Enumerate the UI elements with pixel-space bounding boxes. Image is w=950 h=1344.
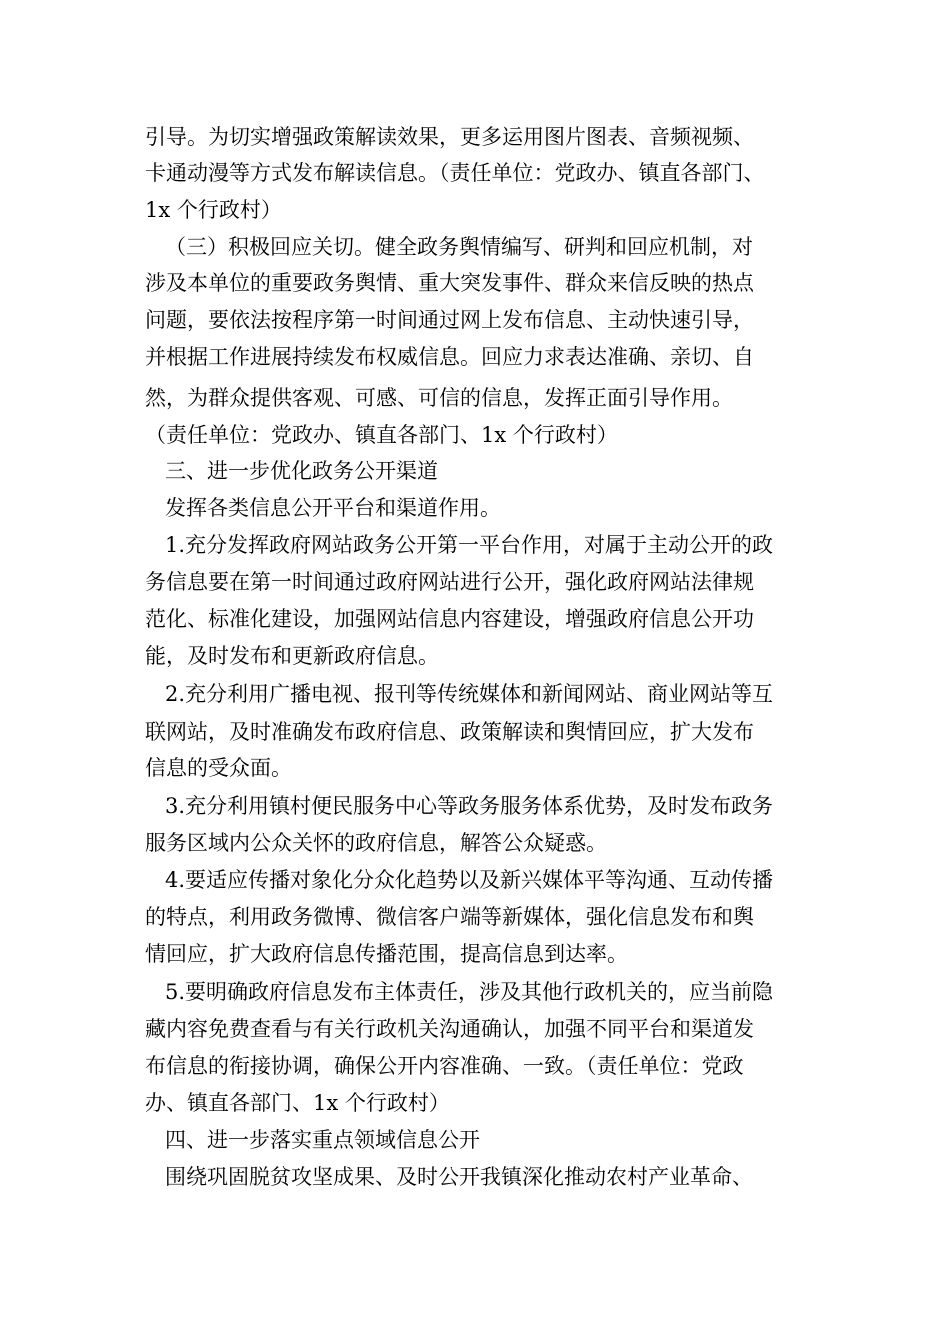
text-line: 涉及本单位的重要政务舆情、重大突发事件、群众来信反映的热点 [145,271,754,295]
text-line: 联网站，及时准确发布政府信息、政策解读和舆情回应，扩大发布 [145,720,754,744]
text-line: 藏内容免费查看与有关行政机关沟通确认，加强不同平台和渠道发 [145,1017,754,1041]
text-line: 发挥各类信息公开平台和渠道作用。 [165,496,501,520]
text-line: 2.充分利用广播电视、报刊等传统媒体和新闻网站、商业网站等互 [165,682,774,706]
text-line: 1x 个行政村） [145,198,282,222]
text-line: 引导。为切实增强政策解读效果，更多运用图片图表、音频视频、 [145,125,754,149]
text-line: 的特点，利用政务微博、微信客户端等新媒体，强化信息发布和舆 [145,905,754,929]
text-line: 范化、标准化建设，加强网站信息内容建设，增强政府信息公开功 [145,607,754,631]
text-line: 情回应，扩大政府信息传播范围，提高信息到达率。 [145,942,628,966]
text-line: 能，及时发布和更新政府信息。 [145,644,439,668]
text-line: （三）积极回应关切。健全政务舆情编写、研判和回应机制，对 [165,235,753,259]
text-line: 布信息的衔接协调，确保公开内容准确、一致。（责任单位：党政 [145,1054,744,1078]
text-line: 然，为群众提供客观、可感、可信的信息，发挥正面引导作用。 [145,386,733,410]
text-line: 办、镇直各部门、1x 个行政村） [145,1091,450,1115]
text-line: 4.要适应传播对象化分众化趋势以及新兴媒体平等沟通、互动传播 [165,868,774,892]
section-heading: 三、进一步优化政务公开渠道 [165,459,438,483]
text-line: 务信息要在第一时间通过政府网站进行公开，强化政府网站法律规 [145,570,754,594]
text-line: 服务区域内公众关怀的政府信息，解答公众疑惑。 [145,831,607,855]
text-line: （责任单位：党政办、镇直各部门、1x 个行政村） [145,423,618,447]
text-line: 围绕巩固脱贫攻坚成果、及时公开我镇深化推动农村产业革命、 [165,1165,753,1189]
section-heading: 四、进一步落实重点领域信息公开 [165,1128,480,1152]
text-line: 3.充分利用镇村便民服务中心等政务服务体系优势，及时发布政务 [165,794,774,818]
text-line: 1.充分发挥政府网站政务公开第一平台作用，对属于主动公开的政 [165,533,774,557]
text-line: 并根据工作进展持续发布权威信息。回应力求表达准确、亲切、自 [145,345,754,369]
text-line: 信息的受众面。 [145,756,292,780]
text-line: 问题，要依法按程序第一时间通过网上发布信息、主动快速引导， [145,308,754,332]
text-line: 卡通动漫等方式发布解读信息。（责任单位：党政办、镇直各部门、 [145,161,765,185]
text-line: 5.要明确政府信息发布主体责任，涉及其他行政机关的，应当前隐 [165,980,774,1004]
